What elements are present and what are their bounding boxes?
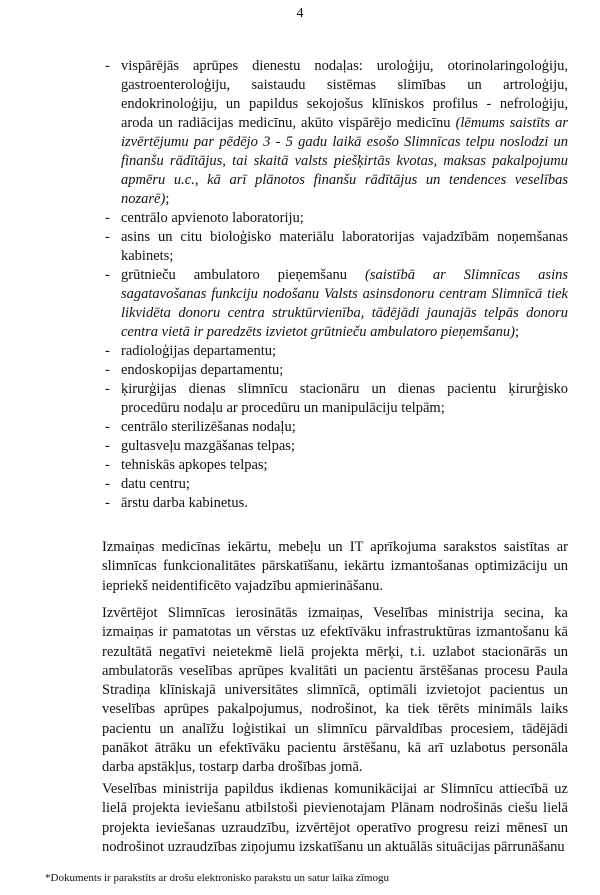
bullet-text: radioloģijas departamentu;	[121, 343, 277, 359]
bullet-note: (lēmums saistīts ar izvērtējumu par pēdējo 3 - 5 gadu laikā esošo Slimnīcas telpu noslodzi un finanšu rādītājus, tai skaitā valsts piešķirtās kvotas, maksas pakalpojumu apmēru u.c., kā arī plānotos finanšu rādītājus un tendences veselības nozarē)	[121, 115, 568, 207]
bullet-end: ;	[515, 324, 520, 340]
list-item	[0, 228, 600, 266]
list-item	[0, 266, 600, 342]
bullet-text: ārstu darba kabinetus.	[121, 495, 248, 511]
bullet-list	[0, 57, 600, 513]
bullet-dash: -	[105, 438, 110, 454]
bullet-note: (saistībā ar Slimnīcas asins sagatavošanas funkciju nodošanu Valsts asinsdonoru centram Slimnīcā tiek likvidēta donoru centra struktūrvienība, tādējādi jaunajās telpās donoru centra vietā ir paredzēts izvietot grūtnieču ambulatoro pieņemšanu)	[121, 267, 568, 340]
list-item	[0, 380, 600, 418]
bullet-dash: -	[105, 381, 110, 397]
bullet-dash: -	[105, 476, 110, 492]
footnote-signature-notice: *Dokuments ir parakstīts ar drošu elektronisko parakstu un satur laika zīmogu	[45, 872, 389, 884]
list-item	[0, 418, 600, 437]
list-item	[0, 342, 600, 361]
bullet-text: datu centru;	[121, 476, 190, 492]
bullet-dash: -	[105, 58, 110, 74]
bullet-dash: -	[105, 343, 110, 359]
list-item	[0, 361, 600, 380]
bullet-end: ;	[165, 191, 170, 207]
bullet-text: asins un citu bioloģisko materiālu laboratorijas vajadzībām noņemšanas kabinets;	[121, 229, 568, 264]
list-item	[0, 209, 600, 228]
bullet-dash: -	[105, 495, 110, 511]
bullet-dash: -	[105, 419, 110, 435]
bullet-dash: -	[105, 267, 110, 283]
page-number: 4	[296, 6, 304, 21]
paragraph-equipment-changes: Izmaiņas medicīnas iekārtu, mebeļu un IT aprīkojuma sarakstos saistītas ar slimnīcas funkcionalitātes pārskatīšanu, iekārtu izmantošanas optimizāciju un iepriekš neidentificēto vajadzību apmierināšanu.	[102, 539, 568, 594]
bullet-dash: -	[105, 210, 110, 226]
list-item	[0, 437, 600, 456]
list-item	[0, 475, 600, 494]
bullet-text: centrālo apvienoto laboratoriju;	[121, 210, 304, 226]
bullet-text: vispārējās aprūpes dienestu nodaļas: uroloģiju, otorinolaringoloģiju, gastroenteroloģiju, saistaudu sistēmas slimības un artroloģiju, endokrinoloģiju, un papildus sekojošus klīniskos profilus - nefroloģiju, aroda un radiācijas medicīnu, akūto vispārējo medicīnu	[121, 58, 568, 131]
bullet-text: tehniskās apkopes telpas;	[121, 457, 268, 473]
list-item	[0, 456, 600, 475]
bullet-text: ķirurģijas dienas slimnīcu stacionāru un dienas pacientu ķirurģisko procedūru nodaļu ar procedūru un manipulāciju telpām;	[121, 381, 568, 416]
list-item	[0, 494, 600, 513]
paragraph-ministry-supervision: Veselības ministrija papildus ikdienas komunikācijai ar Slimnīcu attiecībā uz lielā projekta ieviešanu atbilstoši pievienotajam Plānam nodrošinās ciešu lielā projekta ieviešanas uzraudzību, izvērtējot operatīvo progresu reizi mēnesī un nodrošinot uzraudzības ziņojumu izskatīšanu un aktuālās situācijas pārrunāšanu	[102, 781, 568, 855]
bullet-dash: -	[105, 229, 110, 245]
bullet-dash: -	[105, 362, 110, 378]
bullet-text: grūtnieču ambulatoro pieņemšanu	[121, 267, 348, 283]
list-item	[0, 57, 600, 209]
bullet-dash: -	[105, 457, 110, 473]
bullet-text: endoskopijas departamentu;	[121, 362, 284, 378]
paragraph-ministry-assessment: Izvērtējot Slimnīcas ierosinātās izmaiņas, Veselības ministrija secina, ka izmaiņas ir pamatotas un vērstas uz efektīvāku infrastruktūras izmantošanu kā rezultātā negatīvi neietekmē lielā projekta mērķi, t.i. uzlabot stacionārās un ambulatorās veselības aprūpes kvalitāti un pacientu ārstēšanas procesu Paula Stradiņa klīniskajā universitātes slimnīcā, optimāli izvietojot pacientus un veselības aprūpes pakalpojumus, nodrošinot, ka tiek tērēts minimāls laiks pacientu un analīžu loģistikai un slimnīcu pārvaldības procesiem, tādējādi panākot ātrāku un efektīvāku pacientu ārstēšanu, kā arī uzlabotus personāla darba apstākļus, tostarp darba drošības jomā.	[102, 605, 568, 776]
bullet-text: gultasveļu mazgāšanas telpas;	[121, 438, 295, 454]
bullet-text: centrālo sterilizēšanas nodaļu;	[121, 419, 296, 435]
